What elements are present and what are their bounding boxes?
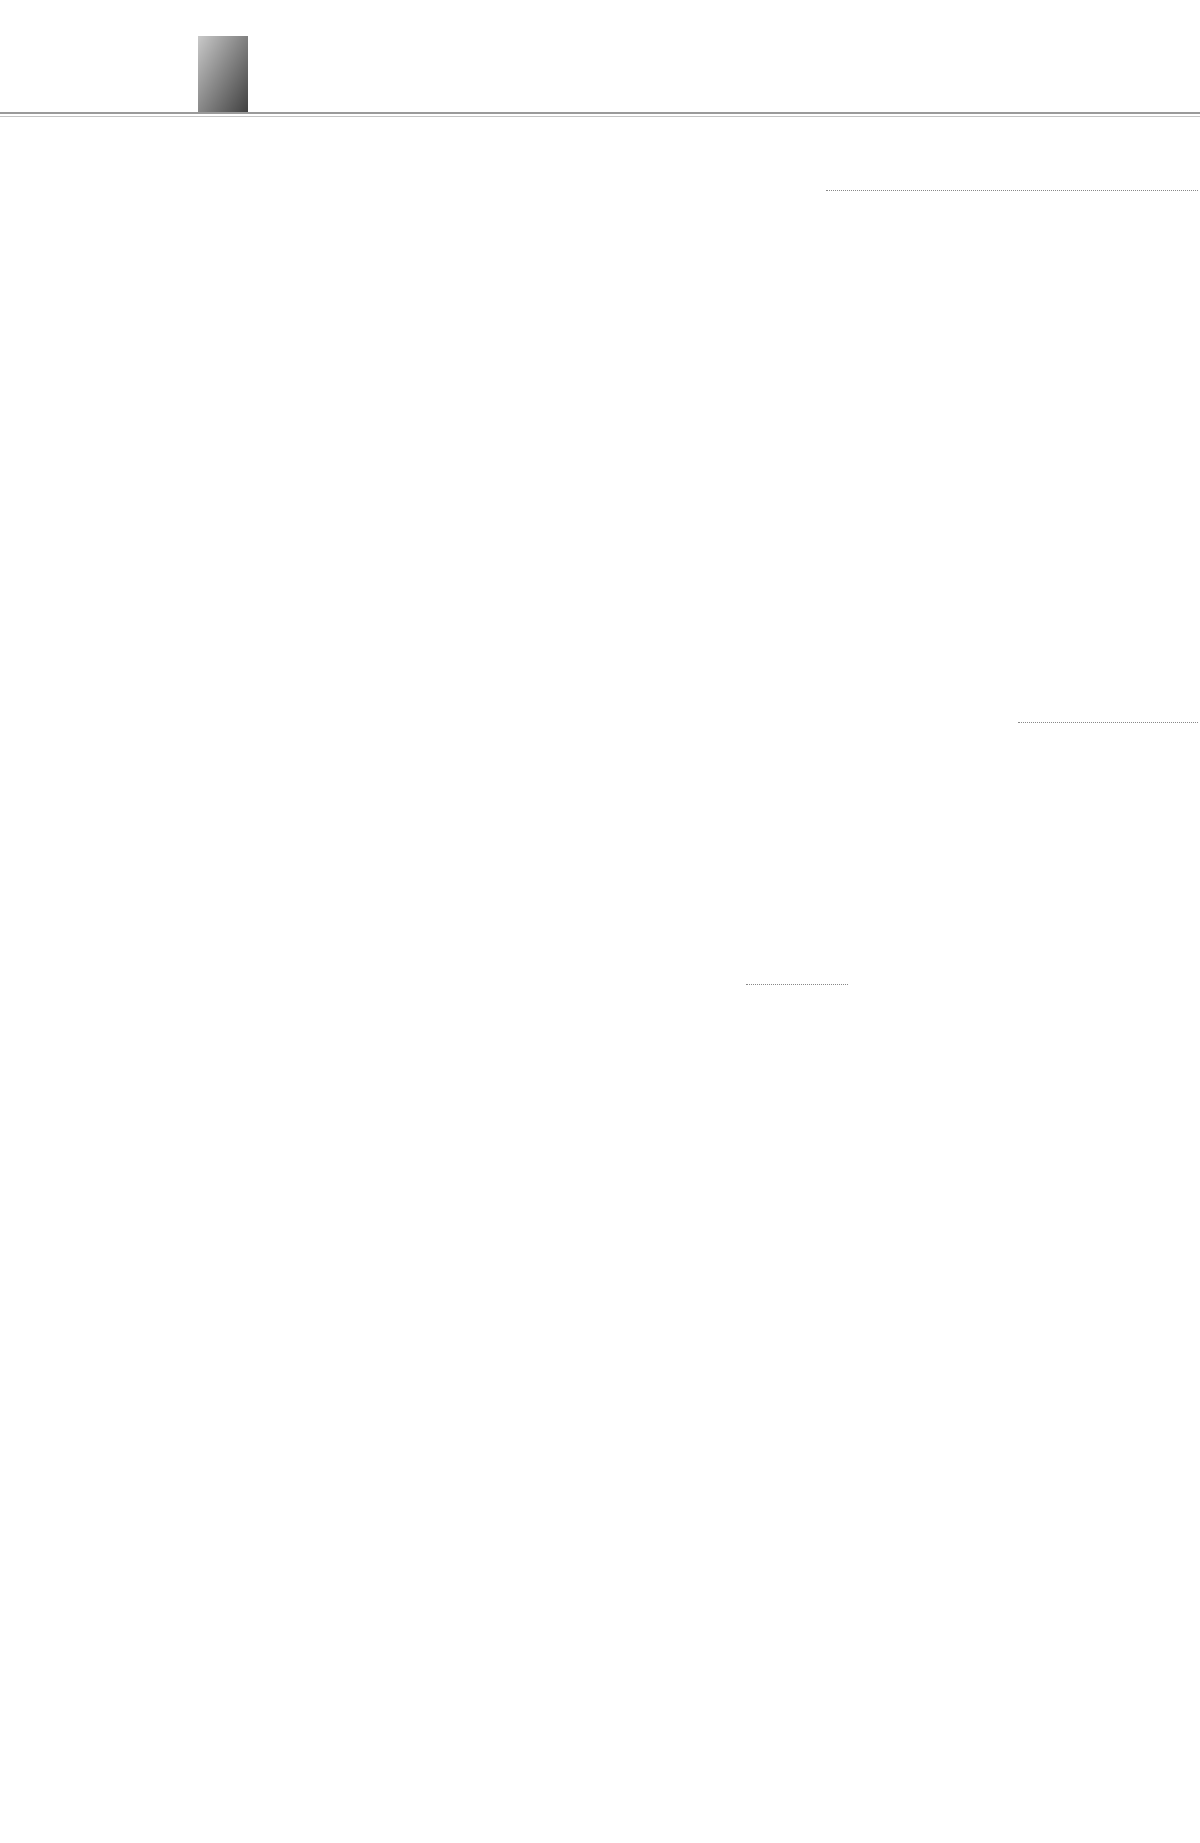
article-body	[352, 1070, 442, 1260]
article-padma-river-shrinking	[1018, 718, 1198, 1666]
article-body-left	[826, 194, 1006, 1740]
article-body	[352, 604, 442, 1066]
byline	[826, 186, 1198, 191]
article-good-behavior	[450, 1422, 630, 1652]
continuation-text	[352, 122, 442, 550]
article-islami-bank-loan	[16, 580, 348, 1380]
continuation-text	[450, 122, 630, 778]
article-13-companies	[352, 1264, 442, 1594]
column-narrow-2	[638, 122, 738, 1829]
article-body	[1018, 726, 1198, 1666]
article-commonwealth-observer	[16, 126, 348, 576]
article-body	[450, 782, 630, 1418]
article-body	[450, 1422, 630, 1652]
column-left	[16, 122, 348, 1829]
header-rule-thick	[0, 112, 1200, 114]
article-extra-tax	[352, 604, 442, 1066]
column-right	[826, 122, 1198, 1829]
article-bhutan-economic-zone	[826, 186, 1198, 1740]
column-narrow-1	[352, 122, 442, 1829]
article-body	[352, 1264, 442, 1594]
article-rapid-growth	[352, 554, 442, 600]
article-body	[16, 580, 348, 1380]
article-body	[352, 554, 442, 600]
article-body	[16, 126, 348, 576]
continuation-text	[826, 122, 1198, 182]
article-dengue-warning	[450, 782, 630, 1418]
byline	[1018, 718, 1198, 723]
article-brb-securities-ceo	[16, 1384, 348, 1604]
header-rule-thin	[0, 116, 1200, 117]
article-body-right	[1018, 194, 1198, 714]
article-pm-visit	[352, 1070, 442, 1260]
page-number-box	[198, 36, 248, 114]
continuation-text	[638, 122, 738, 1829]
article-body	[16, 1384, 348, 1604]
column-board-meetings	[450, 122, 630, 1829]
